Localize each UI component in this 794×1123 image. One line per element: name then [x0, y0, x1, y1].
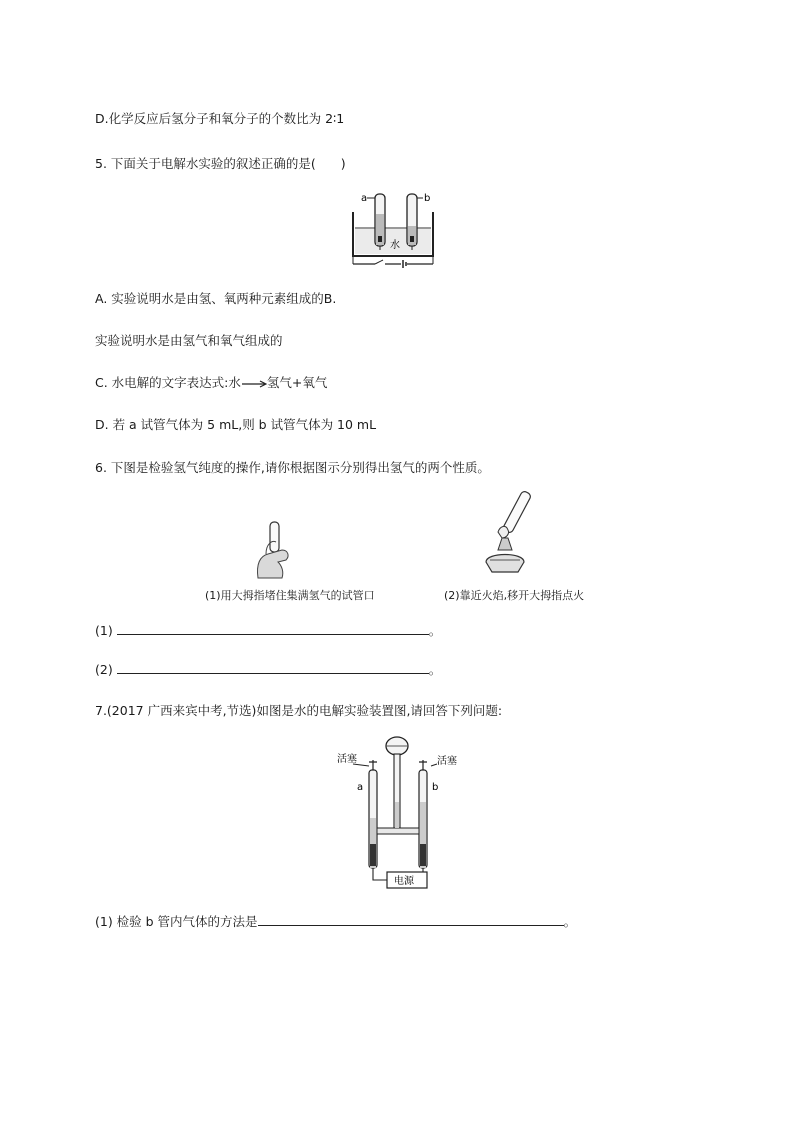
q6-answer-2 [95, 661, 441, 678]
stopcock-label-left: 活塞 [337, 754, 357, 765]
q7-period: 。 [563, 914, 577, 929]
water-label: 水 [390, 240, 400, 251]
q6-answer-blank-1[interactable] [117, 622, 429, 635]
q7-question-1 [95, 913, 576, 930]
q5-option-a: A. 实验说明水是由氢、氧两种元素组成的B. [95, 291, 337, 306]
q7-stem: 7.(2017 广西来宾中考,节选)如图是水的电解实验装置图,请回答下列问题: [95, 703, 503, 718]
q7-sub1-text: (1) 检验 b 管内气体的方法是 [95, 914, 258, 929]
q5-option-c-left: C. 水电解的文字表达式:水 [95, 375, 241, 390]
q6-blank-2-label: (2) [95, 662, 113, 677]
q4-option-d: D.化学反应后氢分子和氧分子的个数比为 2∶1 [95, 111, 345, 126]
tube-label-b: b [432, 782, 439, 793]
q5-option-d: D. 若 a 试管气体为 5 mL,则 b 试管气体为 10 mL [95, 417, 377, 432]
q6-answer-1 [95, 622, 441, 639]
stopcock-label-right: 活塞 [437, 756, 457, 767]
q5-option-c-right: 氢气+氧气 [266, 375, 328, 390]
q5-option-b: 实验说明水是由氢气和氧气组成的 [95, 333, 283, 348]
q6-period-1: 。 [428, 623, 442, 638]
q7-answer-blank-1[interactable] [258, 913, 564, 926]
q6-blank-1-label: (1) [95, 623, 113, 638]
thumb-on-tube-figure [252, 520, 302, 582]
flame-test-figure [478, 488, 540, 580]
tube-label-b: b [424, 193, 431, 204]
electrolysis-figure-small [345, 184, 440, 274]
tube-label-a: a [357, 782, 364, 793]
q5-option-c [95, 375, 327, 391]
arrow-icon [241, 379, 267, 389]
q6-caption-2: (2)靠近火焰,移开大拇指点火 [444, 589, 585, 602]
power-source-label: 电源 [394, 876, 414, 887]
q6-stem: 6. 下图是检验氢气纯度的操作,请你根据图示分别得出氢气的两个性质。 [95, 460, 490, 475]
q6-caption-1: (1)用大拇指堵住集满氢气的试管口 [205, 589, 375, 602]
q6-answer-blank-2[interactable] [117, 661, 429, 674]
q5-stem: 5. 下面关于电解水实验的叙述正确的是( ) [95, 156, 346, 171]
electrolysis-apparatus-figure [335, 732, 465, 892]
tube-label-a: a [361, 193, 368, 204]
q6-period-2: 。 [428, 662, 442, 677]
